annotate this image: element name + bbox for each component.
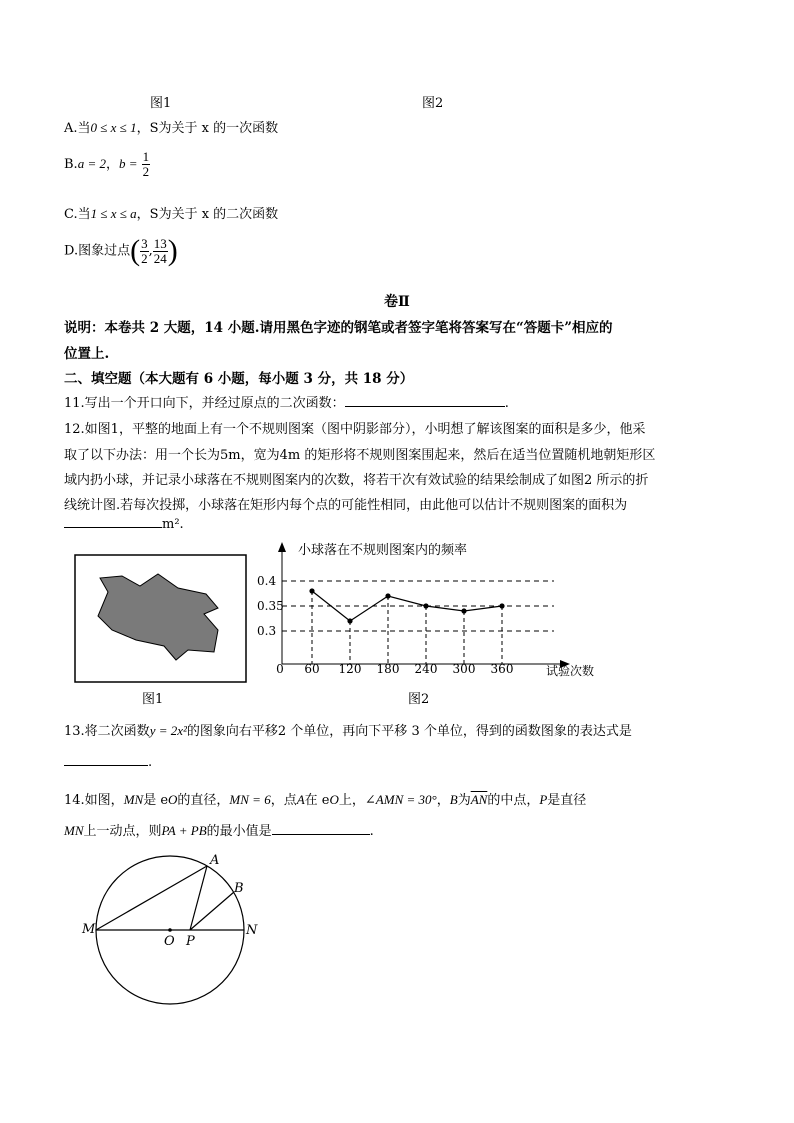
segment-pb [190,892,234,930]
section-heading: 二、填空题（本大题有 6 小题，每小题 3 分，共 18 分） [64,371,414,387]
x-tick-label: 360 [490,662,514,676]
label-n: N [246,923,258,938]
x-tick-label: 0 [276,662,284,676]
x-tick-label: 300 [452,662,476,676]
center-dot [168,928,172,932]
b-fraction: $\frac{1}{2}$ [142,149,150,179]
q12-line3: 域内扔小球，并记录小球落在不规则图案内的次数，将若干次有效试验的结果绘制成了如图2 所示的折 [64,473,649,488]
fig1-caption: 图1 [142,692,164,707]
q12-line2: 取了以下办法：用一个长为5m，宽为4m 的矩形将不规则图案围起来，然后在适当位置随机地朝矩形区 [64,448,656,463]
label-m: M [82,922,96,937]
y-axis-arrow [278,542,286,552]
data-point [309,588,314,593]
chord-ma [96,866,207,930]
y-tick-label: 0.3 [257,624,277,638]
q13: 13.将二次函数y = 2x²的图象向右平移2 个单位，再向下平移 3 个单位，得到的函数图象的表达式是 [64,723,632,739]
option-b: B.a = 2，b = $\frac{1}{2}$ [64,149,150,179]
label-b: B [234,881,244,896]
x-axis-label: 试验次数 [546,664,595,678]
fig2-caption: 图2 [408,692,430,707]
q12-line1: 12.如图1，平整的地面上有一个不规则图案（图中阴影部分），小明想了解该图案的面积是多少，他采 [64,422,646,437]
data-point [499,603,504,608]
top-fig2-caption: 图2 [422,96,444,111]
y-tick-label: 0.35 [257,599,284,613]
x-tick-label: 120 [338,662,362,676]
x-tick-label: 60 [304,662,320,676]
section-note: 说明：本卷共 2 大题，14 小题.请用黑色字迹的钢笔或者签字笔将答案写在“答题卡”相应的 [64,320,613,336]
data-point [423,603,428,608]
y-tick-label: 0.4 [257,574,277,588]
option-a: A.当0 ≤ x ≤ 1，S为关于 x 的一次函数 [64,120,279,136]
q14-line2: MN上一动点，则PA + PB的最小值是 . [64,823,374,839]
frequency-line-chart [254,534,624,684]
top-fig1-caption: 图1 [150,96,172,111]
option-d: D.图象过点( $\frac{3}{2}$ , $\frac{13}{24}$ ) [64,234,178,267]
segment-pa [190,866,207,930]
q14-line1: 14.如图，MN是 eO的直径，MN = 6，点A在 eO上，∠AMN = 30°，B为$\overline{AN}$的中点，P是直径 [64,792,587,808]
x-tick-label: 240 [414,662,438,676]
label-p: P [186,934,195,949]
q12-line4: 线统计图.若每次投掷，小球落在矩形内每个点的可能性相同，由此他可以估计不规则图案的面积为 [64,498,628,513]
q13-answer-line: . [64,753,152,770]
x-tick-label: 180 [376,662,400,676]
data-point [461,608,466,613]
label-o: O [164,934,175,949]
q14-answer-blank[interactable] [272,822,370,835]
label-a: A [210,853,220,868]
chart-title: 小球落在不规则图案内的频率 [298,543,468,558]
circle-figure [78,852,268,1007]
section-title: 卷Ⅱ [384,294,410,310]
q13-answer-blank[interactable] [64,753,148,766]
section-note-2: 位置上. [64,346,110,362]
figure-1 [74,554,248,684]
q12-answer-blank[interactable] [64,515,162,528]
data-point [347,618,352,623]
data-point [385,593,390,598]
q11-answer-blank[interactable] [345,394,505,407]
q11: 11.写出一个开口向下，并经过原点的二次函数： . [64,396,509,411]
q12-answer-line: m². [64,515,184,532]
option-c: C.当1 ≤ x ≤ a，S为关于 x 的二次函数 [64,206,279,222]
